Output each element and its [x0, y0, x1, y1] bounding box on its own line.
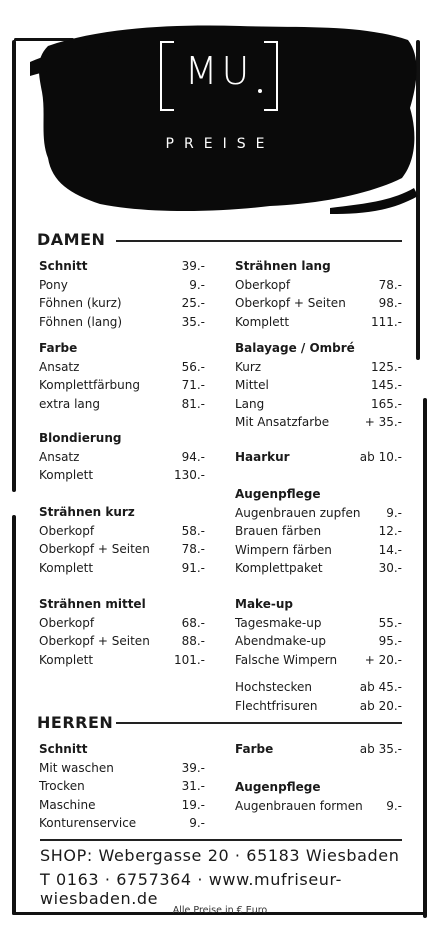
item-price: 81.-: [181, 396, 205, 411]
price-row: [235, 634, 402, 652]
item-price: 9.-: [386, 505, 402, 520]
price-row: [39, 397, 205, 415]
item-price: 111.-: [370, 314, 402, 329]
item-name: Wimpern färben: [235, 542, 332, 557]
item-name: Augenbrauen formen: [235, 798, 363, 813]
item-price: ab 20.-: [359, 698, 402, 713]
item-name: Komplettfärbung: [39, 378, 141, 393]
item-price: 9.-: [189, 816, 205, 831]
price-row: [39, 653, 205, 671]
category-row: [235, 487, 402, 505]
category-row: [235, 450, 402, 468]
item-price: 78.-: [378, 277, 402, 292]
item-price: 71.-: [181, 378, 205, 393]
category-name: Haarkur: [235, 450, 290, 464]
item-price: 125.-: [370, 359, 402, 374]
category-name: Augenpflege: [235, 487, 321, 501]
section-rule-damen: [116, 240, 402, 242]
category-name: Blondierung: [39, 431, 122, 445]
section-title-damen: DAMEN: [37, 230, 106, 249]
item-name: Komplettpaket: [235, 561, 323, 576]
contact-line-phone-web: [40, 870, 402, 908]
section-title-herren: HERREN: [37, 713, 114, 732]
item-price: 25.-: [181, 296, 205, 311]
item-price: 39.-: [181, 760, 205, 775]
price-row: [235, 296, 402, 314]
item-price: 88.-: [181, 634, 205, 649]
item-name: Brauen färben: [235, 524, 322, 539]
price-row: [39, 798, 205, 816]
item-price: 165.-: [370, 396, 402, 411]
price-row: [39, 524, 205, 542]
item-price: 130.-: [173, 468, 205, 483]
price-row: [235, 616, 402, 634]
item-price: 98.-: [378, 296, 402, 311]
item-price: ab 45.-: [359, 680, 402, 694]
item-name: Pony: [39, 277, 68, 292]
price-row: [39, 634, 205, 652]
category-row: [235, 341, 402, 359]
price-row: [39, 761, 205, 779]
category-row: [235, 597, 402, 615]
category-name: Strähnen mittel: [39, 597, 146, 611]
category-row: [235, 742, 402, 760]
price-row: [235, 699, 402, 717]
category-price: 39.-: [181, 259, 205, 273]
price-row: [39, 542, 205, 560]
item-name: Maschine: [39, 797, 96, 812]
item-name: Abendmake-up: [235, 634, 326, 649]
contact-divider: [40, 839, 402, 841]
category-row: [39, 259, 205, 277]
price-row: [39, 816, 205, 834]
frame-left-bottom: [12, 515, 16, 915]
category-price: ab 35.-: [359, 742, 402, 756]
category-row: [39, 597, 205, 615]
category-name: Farbe: [39, 341, 78, 355]
item-name: Lang: [235, 396, 265, 411]
logo: [160, 41, 278, 107]
price-row: [235, 315, 402, 333]
price-row: [39, 360, 205, 378]
item-name: Mit waschen: [39, 760, 114, 775]
category-row: [39, 431, 205, 449]
item-price: 30.-: [378, 561, 402, 576]
item-name: Oberkopf + Seiten: [39, 634, 150, 649]
item-price: 56.-: [181, 359, 205, 374]
category-name: Strähnen kurz: [39, 505, 135, 519]
logo-text: MU: [184, 49, 254, 93]
price-row: [235, 524, 402, 542]
item-name: Oberkopf + Seiten: [235, 296, 346, 311]
price-row: [39, 468, 205, 486]
category-name: Schnitt: [39, 259, 88, 273]
price-row: [39, 616, 205, 634]
logo-dot: [258, 89, 262, 93]
logo-bracket-right: [264, 41, 278, 111]
item-name: extra lang: [39, 396, 100, 411]
category-name: Augenpflege: [235, 780, 321, 794]
item-price: 58.-: [181, 523, 205, 538]
price-row: [235, 543, 402, 561]
price-row: [235, 561, 402, 579]
item-name: Komplett: [39, 468, 94, 483]
subtitle-preise: PREISE: [165, 136, 275, 152]
item-price: 55.-: [378, 615, 402, 630]
item-price: 19.-: [181, 797, 205, 812]
price-row: [235, 360, 402, 378]
item-name: Mittel: [235, 378, 269, 393]
item-name: Flechtfrisuren: [235, 698, 318, 713]
category-name: Strähnen lang: [235, 259, 331, 273]
item-price: + 20.-: [364, 652, 402, 667]
price-row: [235, 378, 402, 396]
price-row: [39, 450, 205, 468]
category-name: Make-up: [235, 597, 293, 611]
item-price: 9.-: [189, 277, 205, 292]
price-row: [39, 779, 205, 797]
section-rule-herren: [116, 722, 402, 724]
price-row: [39, 278, 205, 296]
category-price: ab 10.-: [359, 450, 402, 464]
item-name: Augenbrauen zupfen: [235, 505, 361, 520]
frame-left-top: [12, 40, 16, 492]
item-price: + 35.-: [364, 415, 402, 430]
price-row: [235, 653, 402, 671]
item-name: Komplett: [39, 652, 94, 667]
address-text: SHOP: Webergasse 20 · 65183 Wiesbaden: [40, 846, 400, 865]
price-row: [39, 561, 205, 579]
item-name: Ansatz: [39, 449, 80, 464]
category-name: Farbe: [235, 742, 274, 756]
item-price: 91.-: [181, 560, 205, 575]
price-row: [235, 278, 402, 296]
item-price: 9.-: [386, 798, 402, 813]
category-row: [39, 505, 205, 523]
price-footnote: Alle Preise in € Euro: [172, 905, 268, 916]
item-name: Föhnen (lang): [39, 314, 123, 329]
item-name: Falsche Wimpern: [235, 652, 338, 667]
item-name: Hochstecken: [235, 680, 313, 694]
item-price: 95.-: [378, 634, 402, 649]
item-name: Trocken: [39, 779, 85, 794]
item-price: 35.-: [181, 314, 205, 329]
contact-line-address: [40, 846, 402, 865]
item-price: 14.-: [378, 542, 402, 557]
item-name: Konturenservice: [39, 816, 137, 831]
item-price: 101.-: [173, 652, 205, 667]
item-name: Komplett: [39, 560, 94, 575]
item-name: Mit Ansatzfarbe: [235, 415, 330, 430]
price-row: [39, 296, 205, 314]
item-price: 12.-: [378, 524, 402, 539]
price-row: [235, 799, 402, 817]
price-row: [235, 397, 402, 415]
price-row: [39, 378, 205, 396]
category-row: [39, 742, 205, 760]
item-price: 78.-: [181, 542, 205, 557]
category-row: [235, 780, 402, 798]
item-name: Ansatz: [39, 359, 80, 374]
price-row: [235, 680, 402, 698]
item-name: Komplett: [235, 314, 290, 329]
item-price: 31.-: [181, 779, 205, 794]
category-name: Schnitt: [39, 742, 88, 756]
price-row: [235, 415, 402, 433]
item-name: Oberkopf: [39, 523, 95, 538]
phone-web-text: T 0163 · 6757364 · www.mufriseur-wiesbaden.de: [40, 870, 343, 908]
category-name: Balayage / Ombré: [235, 341, 355, 355]
category-row: [235, 259, 402, 277]
item-name: Oberkopf + Seiten: [39, 542, 150, 557]
item-name: Oberkopf: [39, 615, 95, 630]
frame-right-bottom: [423, 398, 427, 918]
item-name: Kurz: [235, 359, 262, 374]
item-name: Tagesmake-up: [235, 615, 322, 630]
item-price: 145.-: [370, 378, 402, 393]
item-price: 94.-: [181, 449, 205, 464]
item-name: Oberkopf: [235, 277, 291, 292]
price-row: [235, 506, 402, 524]
item-name: Föhnen (kurz): [39, 296, 122, 311]
price-row: [39, 315, 205, 333]
item-price: 68.-: [181, 615, 205, 630]
category-row: [39, 341, 205, 359]
